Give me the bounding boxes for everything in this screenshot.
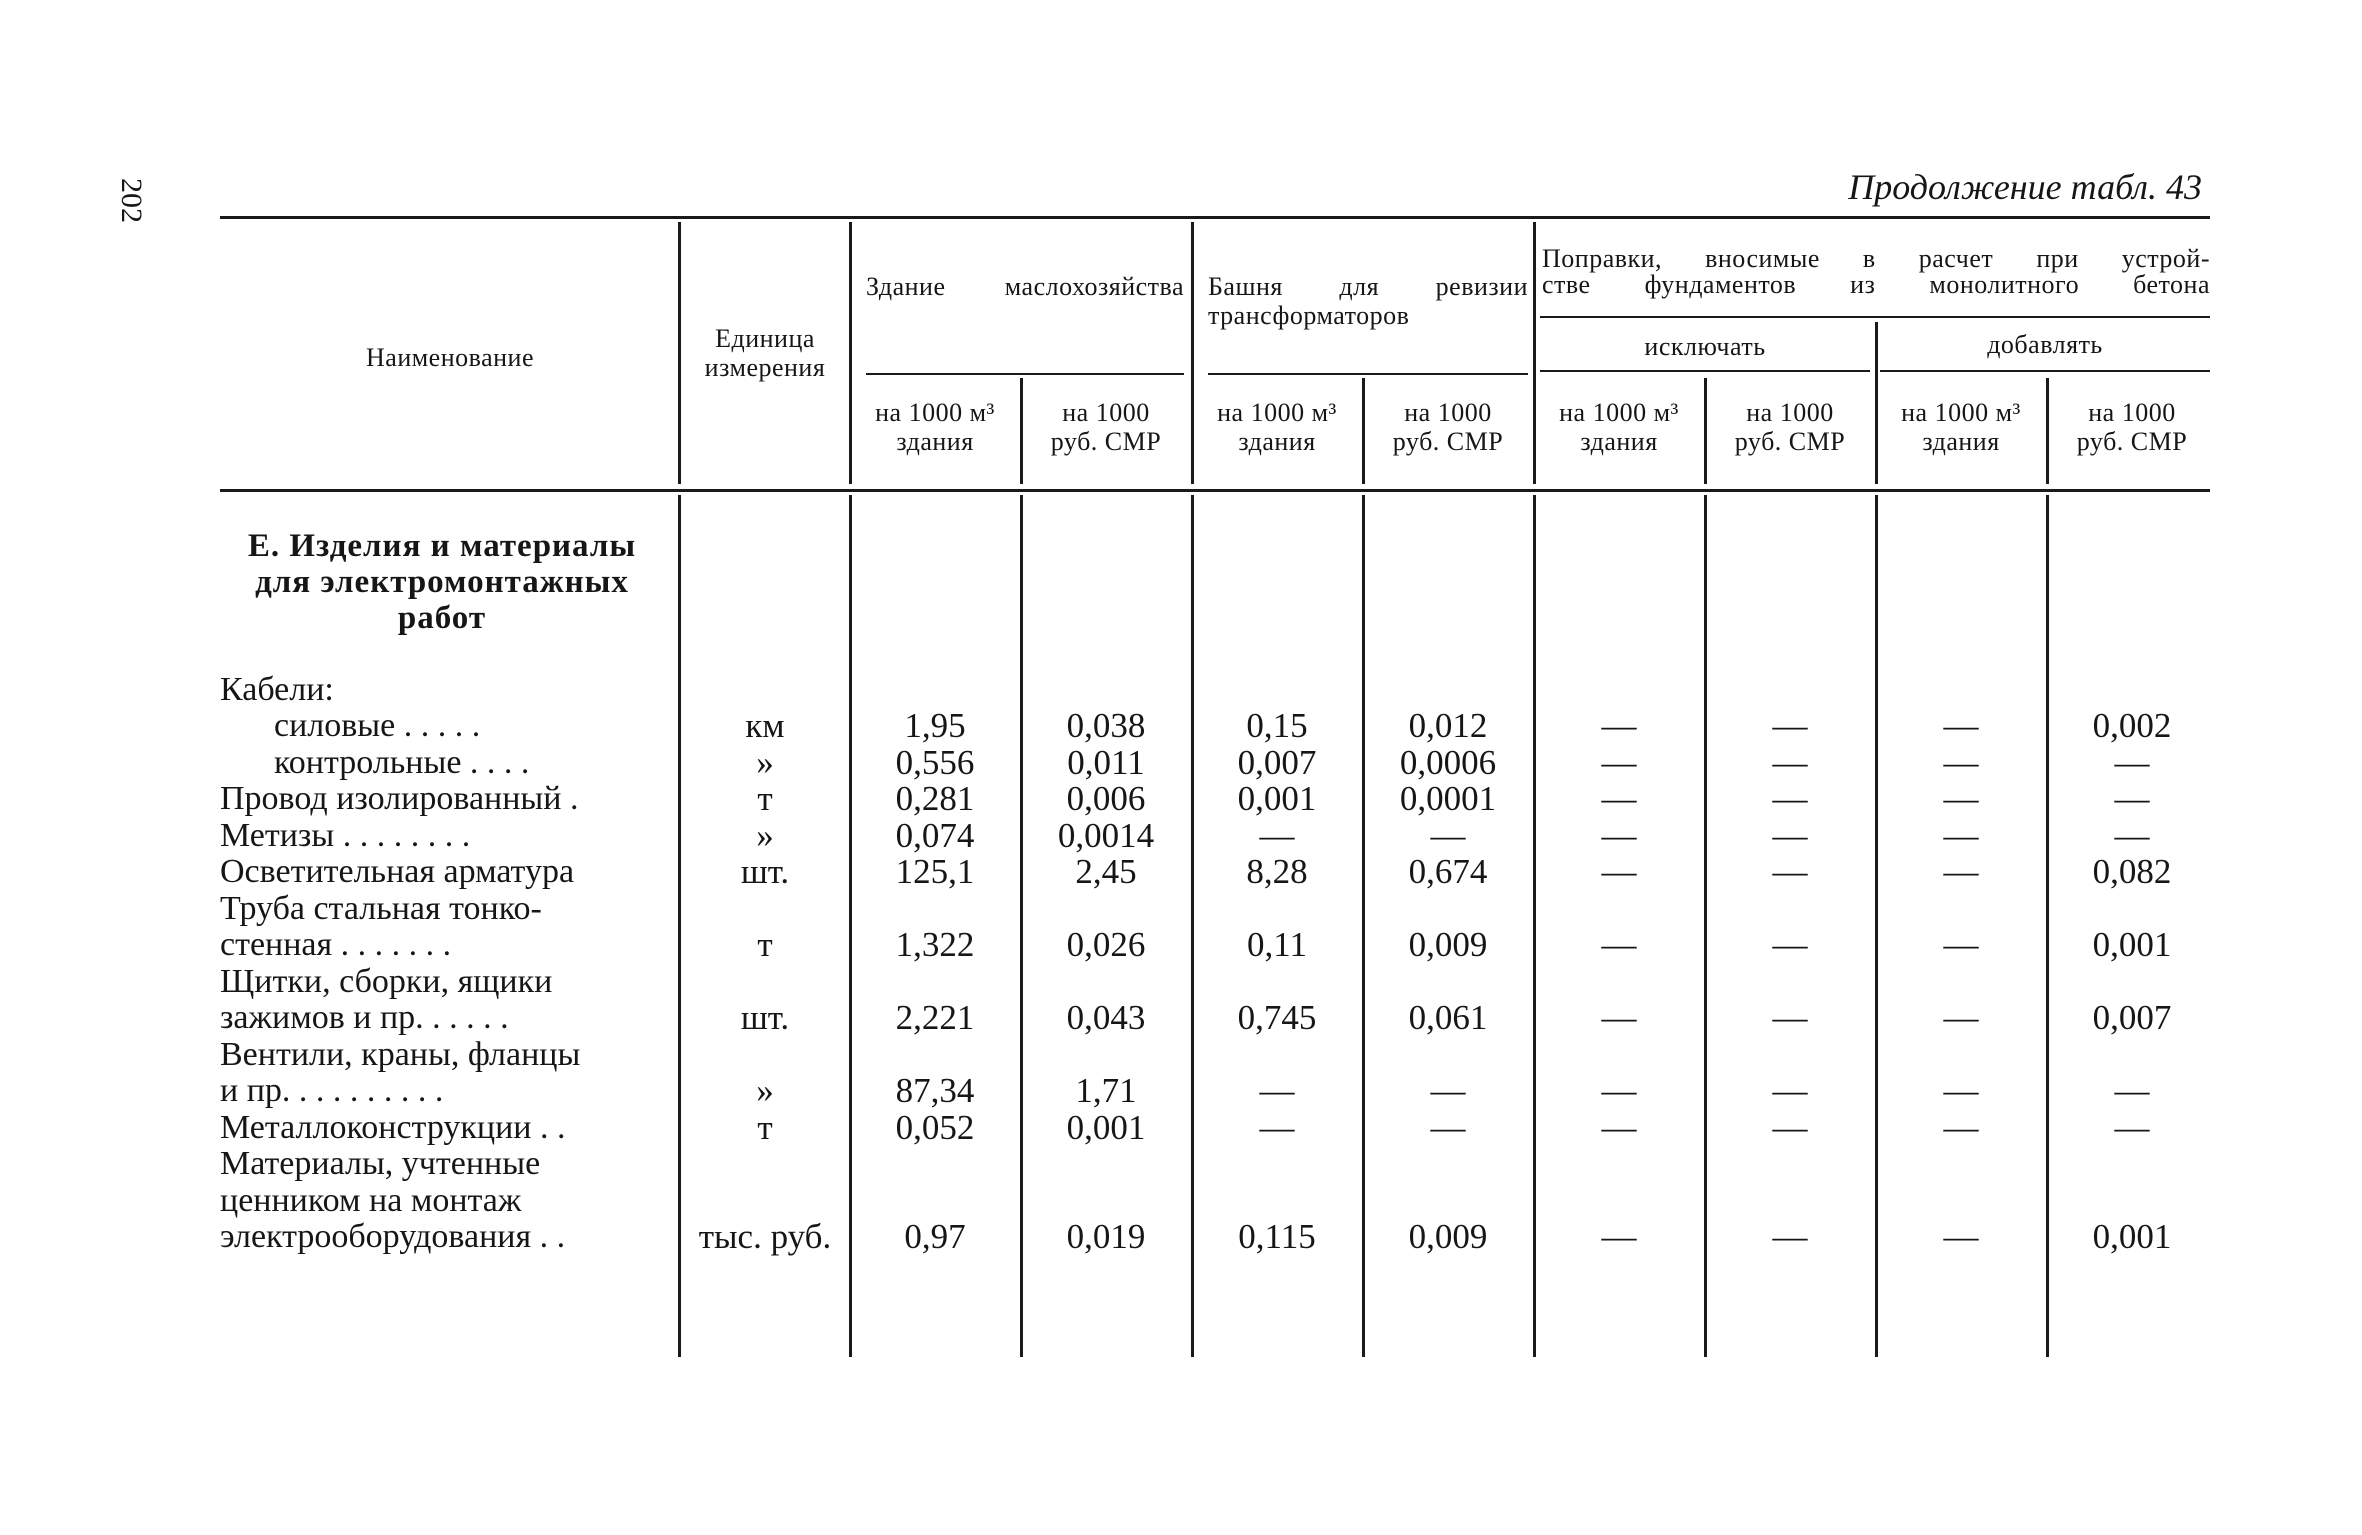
subheader-line-2: руб. СМР: [2076, 427, 2188, 456]
row-value: 0,001: [1066, 1107, 1146, 1147]
table-top-rule: [220, 216, 2210, 219]
row-unit: шт.: [740, 852, 790, 891]
row-value: 0,019: [1066, 1217, 1146, 1256]
row-value: 0,061: [1408, 998, 1488, 1037]
row-name-line: зажимов и пр. . . . . .: [220, 1000, 509, 1036]
row-value: 1,71: [1075, 1071, 1137, 1110]
subheader-line-2: руб. СМР: [1050, 427, 1162, 456]
row-value: —: [2114, 815, 2150, 855]
row-value: 0,745: [1237, 998, 1317, 1037]
row-value: —: [1943, 998, 1979, 1037]
subheader-per-volume: [1194, 398, 1360, 456]
row-value: —: [2114, 1107, 2150, 1147]
row-value: —: [1601, 1071, 1637, 1110]
row-value: 0,043: [1066, 998, 1146, 1037]
subheader-line-1: на 1000: [2088, 398, 2176, 427]
row-unit: »: [756, 1071, 774, 1110]
row-value: 0,026: [1066, 925, 1146, 964]
header-unit: Единица измерения: [704, 324, 826, 382]
row-value: —: [1259, 1071, 1295, 1110]
row-value: 1,95: [904, 706, 966, 745]
row-unit: »: [756, 815, 774, 855]
row-value: 8,28: [1246, 852, 1308, 891]
section-title: Е. Изделия и материалы для электромонтажных работ: [247, 528, 637, 636]
row-value: —: [1601, 815, 1637, 855]
subheader-line-2: руб. СМР: [1392, 427, 1504, 456]
subgroup-rule-1: [1540, 370, 1870, 372]
row-name-line: стенная . . . . . . .: [220, 927, 452, 963]
row-value: —: [1601, 925, 1637, 964]
row-name-line: Осветительная арматура: [220, 854, 575, 890]
row-value: —: [1430, 1071, 1466, 1110]
row-value: —: [1943, 706, 1979, 745]
row-value: —: [1601, 706, 1637, 745]
row-name-line: Материалы, учтенные: [220, 1146, 541, 1182]
row-value: 0,009: [1408, 925, 1488, 964]
row-value: —: [1943, 742, 1979, 782]
subheader-line-2: здания: [1922, 427, 2000, 456]
row-value: —: [1943, 925, 1979, 964]
header-group-2: Башня для ревизии трансформаторов: [1208, 272, 1528, 330]
row-value: —: [1259, 1107, 1295, 1147]
row-value: —: [1772, 779, 1808, 818]
header-name: Наименование: [366, 343, 534, 372]
subheader-per-smr: [1023, 398, 1189, 456]
row-value: 0,001: [2092, 925, 2172, 964]
header-add: добавлять: [1987, 330, 2103, 359]
row-value: 0,006: [1066, 779, 1146, 818]
subheader-per-volume: [1536, 398, 1702, 456]
row-unit: км: [745, 706, 785, 745]
row-unit: т: [757, 779, 773, 818]
row-name-line: Метизы . . . . . . . .: [220, 817, 471, 854]
row-value: —: [1601, 1107, 1637, 1147]
subheader-per-smr: [2049, 398, 2215, 456]
row-value: 125,1: [895, 852, 975, 891]
row-value: —: [1772, 998, 1808, 1037]
subheader-line-1: на 1000: [1404, 398, 1492, 427]
row-value: 87,34: [895, 1071, 975, 1110]
row-value: —: [1943, 1217, 1979, 1256]
cables-label: Кабели:: [220, 672, 334, 708]
row-name-line: силовые . . . . .: [274, 708, 481, 744]
row-value: 0,0001: [1399, 779, 1497, 818]
row-name-line: Металлоконструкции . .: [220, 1109, 566, 1146]
row-value: —: [1601, 742, 1637, 782]
row-value: 0,012: [1408, 706, 1488, 745]
row-value: —: [1430, 1107, 1466, 1147]
row-value: 0,074: [895, 815, 975, 855]
row-name-line: и пр. . . . . . . . . .: [220, 1073, 444, 1109]
row-value: 0,11: [1247, 925, 1307, 964]
page-number: 202: [115, 178, 148, 223]
row-value: 0,082: [2092, 852, 2172, 891]
row-value: —: [1772, 1217, 1808, 1256]
subheader-line-1: на 1000 м³: [1559, 398, 1679, 427]
subheader-line-1: на 1000 м³: [1217, 398, 1337, 427]
row-value: —: [2114, 779, 2150, 818]
header-group-3-line2: стве фундаментов из монолитного бетона: [1542, 270, 2210, 299]
row-unit: т: [757, 1107, 773, 1147]
row-value: 0,011: [1067, 742, 1145, 782]
col-rule-unit-body: [678, 495, 681, 1357]
row-value: 0,052: [895, 1107, 975, 1147]
row-value: —: [1943, 1107, 1979, 1147]
row-value: 0,007: [2092, 998, 2172, 1037]
row-value: —: [1772, 742, 1808, 782]
header-group-3-line1: Поправки, вносимые в расчет при устрой-: [1542, 244, 2210, 273]
row-unit: »: [756, 742, 774, 782]
row-name-line: электрооборудования . .: [220, 1219, 566, 1255]
row-value: —: [2114, 742, 2150, 782]
group-rule-1: [866, 373, 1184, 375]
row-value: —: [1772, 815, 1808, 855]
subheader-line-2: здания: [896, 427, 974, 456]
row-value: —: [1943, 1071, 1979, 1110]
row-unit: тыс. руб.: [698, 1217, 832, 1256]
row-value: 0,281: [895, 779, 975, 818]
row-value: 0,002: [2092, 706, 2172, 745]
row-value: 0,038: [1066, 706, 1146, 745]
row-value: —: [1772, 852, 1808, 891]
row-value: 0,674: [1408, 852, 1488, 891]
col-rule-unit: [678, 222, 681, 484]
row-value: —: [1772, 1107, 1808, 1147]
row-value: 0,97: [904, 1217, 966, 1256]
row-name-line: контрольные . . . .: [274, 744, 530, 781]
row-name-line: Щитки, сборки, ящики: [220, 963, 553, 1000]
row-name-line: Провод изолированный .: [220, 781, 579, 817]
row-value: —: [1601, 779, 1637, 818]
row-value: 0,15: [1246, 706, 1308, 745]
row-value: —: [1943, 815, 1979, 855]
header-group-1: Здание маслохозяйства: [866, 272, 1184, 301]
row-value: 2,221: [895, 998, 975, 1037]
row-value: 0,115: [1238, 1217, 1316, 1256]
row-value: —: [2114, 1071, 2150, 1110]
row-value: —: [1601, 852, 1637, 891]
row-name-line: ценником на монтаж: [220, 1182, 522, 1219]
subgroup-rule-2: [1880, 370, 2210, 372]
table-caption: Продолжение табл. 43: [1848, 167, 2202, 207]
group-rule-2: [1208, 373, 1528, 375]
header-exclude: исключать: [1644, 332, 1766, 361]
row-value: —: [1601, 998, 1637, 1037]
row-value: —: [1430, 815, 1466, 855]
subheader-per-volume: [1878, 398, 2044, 456]
subheader-line-1: на 1000: [1746, 398, 1834, 427]
row-value: 0,009: [1408, 1217, 1488, 1256]
row-value: 0,0006: [1399, 742, 1497, 782]
row-value: —: [1772, 925, 1808, 964]
row-value: 0,001: [2092, 1217, 2172, 1256]
row-value: —: [1943, 852, 1979, 891]
row-value: —: [1601, 1217, 1637, 1256]
row-value: 0,007: [1237, 742, 1317, 782]
row-value: —: [1772, 706, 1808, 745]
subheader-line-2: здания: [1238, 427, 1316, 456]
row-value: —: [1772, 1071, 1808, 1110]
subheader-line-1: на 1000: [1062, 398, 1150, 427]
row-value: 2,45: [1075, 852, 1137, 891]
subheader-line-2: здания: [1580, 427, 1658, 456]
subheader-line-1: на 1000 м³: [875, 398, 995, 427]
subheader-line-1: на 1000 м³: [1901, 398, 2021, 427]
subheader-per-volume: [852, 398, 1018, 456]
subheader-line-2: руб. СМР: [1734, 427, 1846, 456]
row-name-line: Вентили, краны, фланцы: [220, 1036, 581, 1073]
group-rule-3: [1540, 316, 2210, 318]
row-value: 1,322: [895, 925, 975, 964]
row-value: 0,556: [895, 742, 975, 782]
subheader-per-smr: [1365, 398, 1531, 456]
row-value: 0,001: [1237, 779, 1317, 818]
row-value: —: [1943, 779, 1979, 818]
row-value: —: [1259, 815, 1295, 855]
row-name-line: Труба стальная тонко-: [220, 890, 542, 927]
row-value: 0,0014: [1057, 815, 1155, 855]
row-unit: шт.: [740, 998, 790, 1037]
row-unit: т: [757, 925, 773, 964]
subheader-per-smr: [1707, 398, 1873, 456]
header-bottom-rule: [220, 489, 2210, 492]
